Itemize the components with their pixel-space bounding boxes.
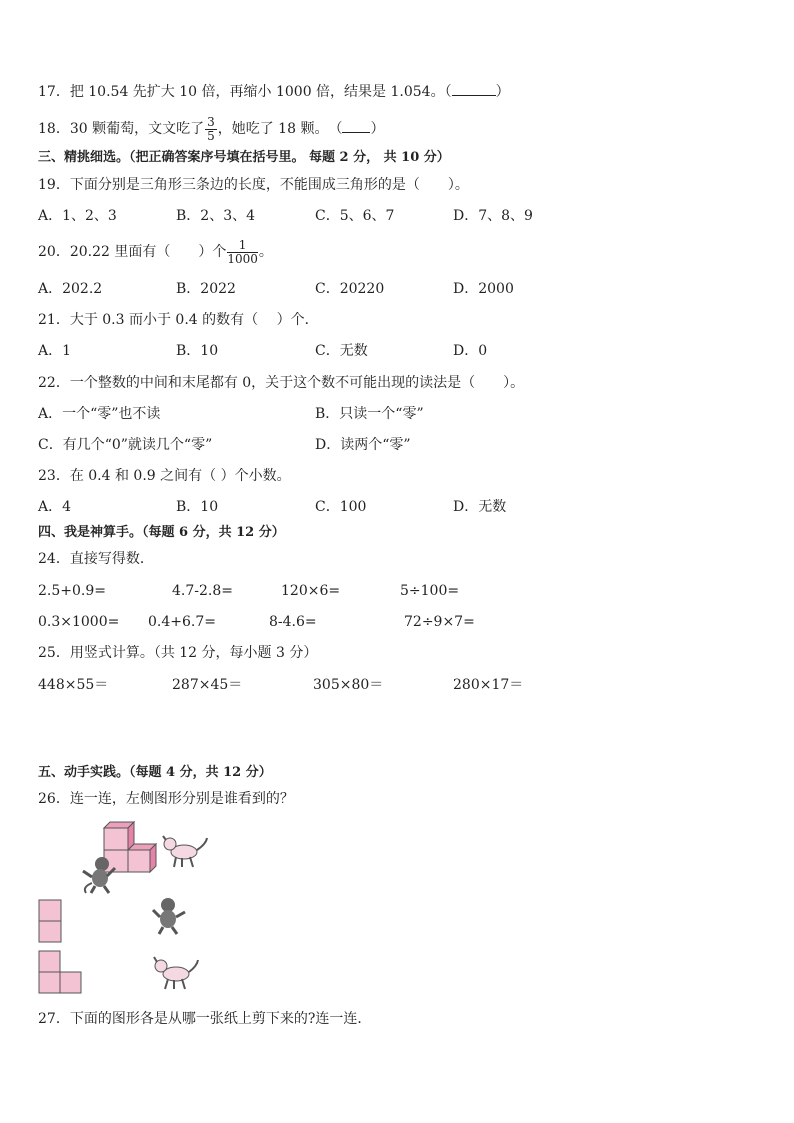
option-c[interactable]: C．5、6、7: [315, 208, 395, 224]
question-17: 17．把 10.54 先扩大 10 倍，再缩小 1000 倍，结果是 1.054。（ ）: [38, 81, 510, 102]
option-a[interactable]: A．一个“零”也不读: [38, 406, 161, 422]
question-20-stem: 20．20.22 里面有（ ）个 $\frac{1}{1000}$ 。: [38, 237, 273, 266]
question-23-stem: 23．在 0.4 和 0.9 之间有（ ）个小数。: [38, 468, 291, 484]
view-shape-2: [38, 950, 84, 996]
option-d[interactable]: D．0: [453, 343, 488, 359]
fraction: $\frac{1}{1000}$: [227, 237, 258, 266]
answer-blank[interactable]: [452, 81, 496, 96]
question-number: 17．: [38, 84, 70, 100]
question-number: 18．: [38, 121, 70, 137]
calc-item: 448×55＝: [38, 677, 109, 693]
calc-item: 5÷100=: [400, 583, 460, 599]
calc-item: 8-4.6=: [269, 614, 317, 630]
option-b[interactable]: B．只读一个“零”: [315, 406, 424, 422]
section-5-title: 五、动手实践。（每题 4 分，共 12 分）: [38, 765, 272, 780]
view-shape-1: [38, 899, 64, 945]
dog-icon: [160, 834, 210, 870]
option-c[interactable]: C．有几个“0”就读几个“零”: [38, 437, 213, 453]
calc-item: 305×80＝: [313, 677, 384, 693]
question-26-stem: 26．连一连，左侧图形分别是谁看到的？: [38, 791, 294, 807]
option-b[interactable]: B．2、3、4: [176, 208, 256, 224]
option-c[interactable]: C．无数: [315, 343, 368, 359]
section-4-title: 四、我是神算手。（每题 6 分，共 12 分）: [38, 525, 285, 540]
option-d[interactable]: D．读两个“零”: [315, 437, 411, 453]
option-d[interactable]: D．2000: [453, 281, 514, 297]
question-21-stem: 21．大于 0.3 而小于 0.4 的数有（ ）个．: [38, 312, 319, 328]
option-b[interactable]: B．2022: [176, 281, 236, 297]
question-18: 18．30 颗葡萄，文文吃了 $\frac{3}{5}$ ，她吃了 18 颗。 （ ）: [38, 114, 385, 143]
option-a[interactable]: A．1、2、3: [38, 208, 117, 224]
option-a[interactable]: A．1: [38, 343, 72, 359]
option-a[interactable]: A．4: [38, 499, 72, 515]
question-27-stem: 27．下面的图形各是从哪一张纸上剪下来的?连一连．: [38, 1011, 372, 1027]
option-b[interactable]: B．10: [176, 343, 219, 359]
answer-blank[interactable]: [342, 118, 370, 133]
question-text: 把 10.54 先扩大 10 倍，再缩小 1000 倍，结果是 1.054。: [69, 84, 445, 100]
calc-item: 280×17＝: [453, 677, 524, 693]
option-d[interactable]: D．7、8、9: [453, 208, 533, 224]
section-3-title: 三、精挑细选。（把正确答案序号填在括号里。 每题 2 分， 共 10 分）: [38, 150, 450, 165]
calc-item: 120×6=: [281, 583, 341, 599]
calc-item: 287×45＝: [172, 677, 243, 693]
calc-item: 0.4+6.7=: [148, 614, 216, 630]
calc-item: 72÷9×7=: [404, 614, 475, 630]
question-19-stem: 19．下面分别是三角形三条边的长度，不能围成三角形的是（ ）。: [38, 177, 469, 193]
option-c[interactable]: C．100: [315, 499, 367, 515]
option-a[interactable]: A．202.2: [38, 281, 103, 297]
fraction: $\frac{3}{5}$: [207, 114, 215, 143]
monkey-icon: [80, 855, 118, 895]
question-24-stem: 24．直接写得数．: [38, 551, 154, 567]
monkey-icon[interactable]: [150, 896, 188, 936]
question-22-stem: 22．一个整数的中间和末尾都有 0，关于这个数不可能出现的读法是（ ）。: [38, 375, 525, 391]
dog-icon[interactable]: [150, 955, 200, 993]
calc-item: 4.7-2.8=: [172, 583, 233, 599]
calc-item: 0.3×1000=: [38, 614, 120, 630]
option-d[interactable]: D．无数: [453, 499, 507, 515]
calc-item: 2.5+0.9=: [38, 583, 106, 599]
question-25-stem: 25．用竖式计算。（共 12 分，每小题 3 分）: [38, 645, 318, 661]
option-c[interactable]: C．20220: [315, 281, 385, 297]
option-b[interactable]: B．10: [176, 499, 219, 515]
